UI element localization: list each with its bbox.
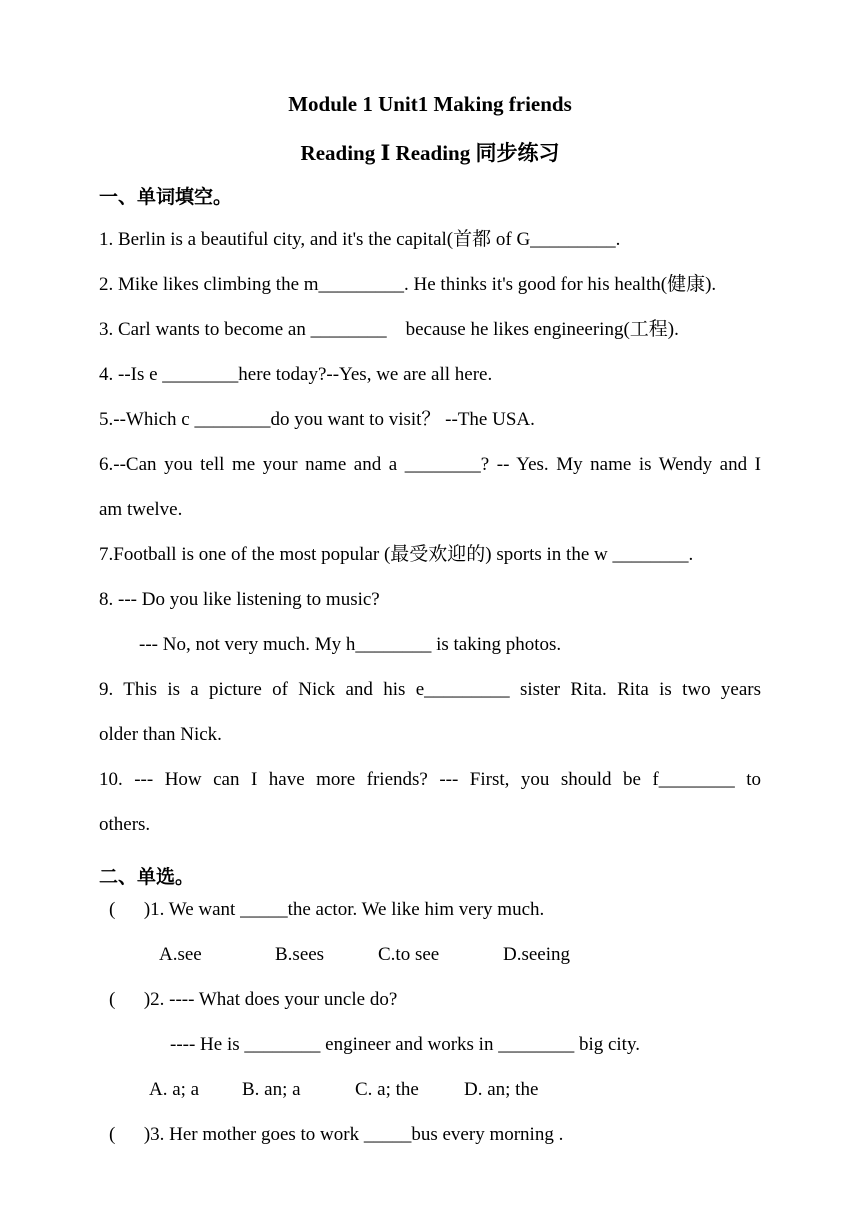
mc-question-2-line-2: ---- He is ________ engineer and works in ________ big city. bbox=[170, 1034, 640, 1055]
mc-1-option-d: D.seeing bbox=[503, 944, 571, 965]
page-subtitle: Reading Ⅰ Reading 同步练习 bbox=[300, 141, 560, 165]
question-3: 3. Carl wants to become an ________ because he likes engineering(工程). bbox=[99, 319, 679, 340]
question-10-line-2: others. bbox=[99, 814, 151, 835]
mc-1-option-a: A.see bbox=[159, 944, 202, 965]
mc-question-2: ( )2. ---- What does your uncle do? bbox=[109, 989, 398, 1010]
question-8-line-1: 8. --- Do you like listening to music? bbox=[99, 589, 380, 610]
mc-question-1: ( )1. We want _____the actor. We like him very much. bbox=[109, 899, 545, 920]
question-7: 7.Football is one of the most popular (最受欢迎的) sports in the w ________. bbox=[99, 544, 694, 565]
section-1-heading: 一、单词填空。 bbox=[99, 187, 233, 208]
question-6-line-1: 6.--Can you tell me your name and a ________? -- Yes. My name is Wendy and I bbox=[99, 454, 761, 475]
question-10-line-1: 10. --- How can I have more friends? --- First, you should be f________ to bbox=[99, 769, 761, 790]
question-5: 5.--Which c ________do you want to visit？ --The USA. bbox=[99, 409, 535, 430]
mc-2-option-b: B. an; a bbox=[242, 1079, 301, 1100]
question-2: 2. Mike likes climbing the m_________. He thinks it's good for his health(健康). bbox=[99, 274, 717, 295]
question-9-line-1: 9. This is a picture of Nick and his e_________ sister Rita. Rita is two years bbox=[99, 679, 761, 700]
question-6-line-2: am twelve. bbox=[99, 499, 183, 520]
mc-question-3: ( )3. Her mother goes to work _____bus every morning . bbox=[109, 1124, 564, 1145]
mc-1-option-c: C.to see bbox=[378, 944, 440, 965]
question-4: 4. --Is e ________here today?--Yes, we are all here. bbox=[99, 364, 493, 385]
question-8-line-2: --- No, not very much. My h________ is taking photos. bbox=[139, 634, 562, 655]
question-9-line-2: older than Nick. bbox=[99, 724, 222, 745]
section-2-heading: 二、单选。 bbox=[99, 867, 195, 888]
mc-2-option-c: C. a; the bbox=[355, 1079, 419, 1100]
mc-1-option-b: B.sees bbox=[275, 944, 325, 965]
page-title: Module 1 Unit1 Making friends bbox=[288, 92, 572, 116]
mc-2-option-d: D. an; the bbox=[464, 1079, 539, 1100]
question-1: 1. Berlin is a beautiful city, and it's the capital(首都 of G_________. bbox=[99, 229, 621, 250]
mc-2-option-a: A. a; a bbox=[149, 1079, 200, 1100]
